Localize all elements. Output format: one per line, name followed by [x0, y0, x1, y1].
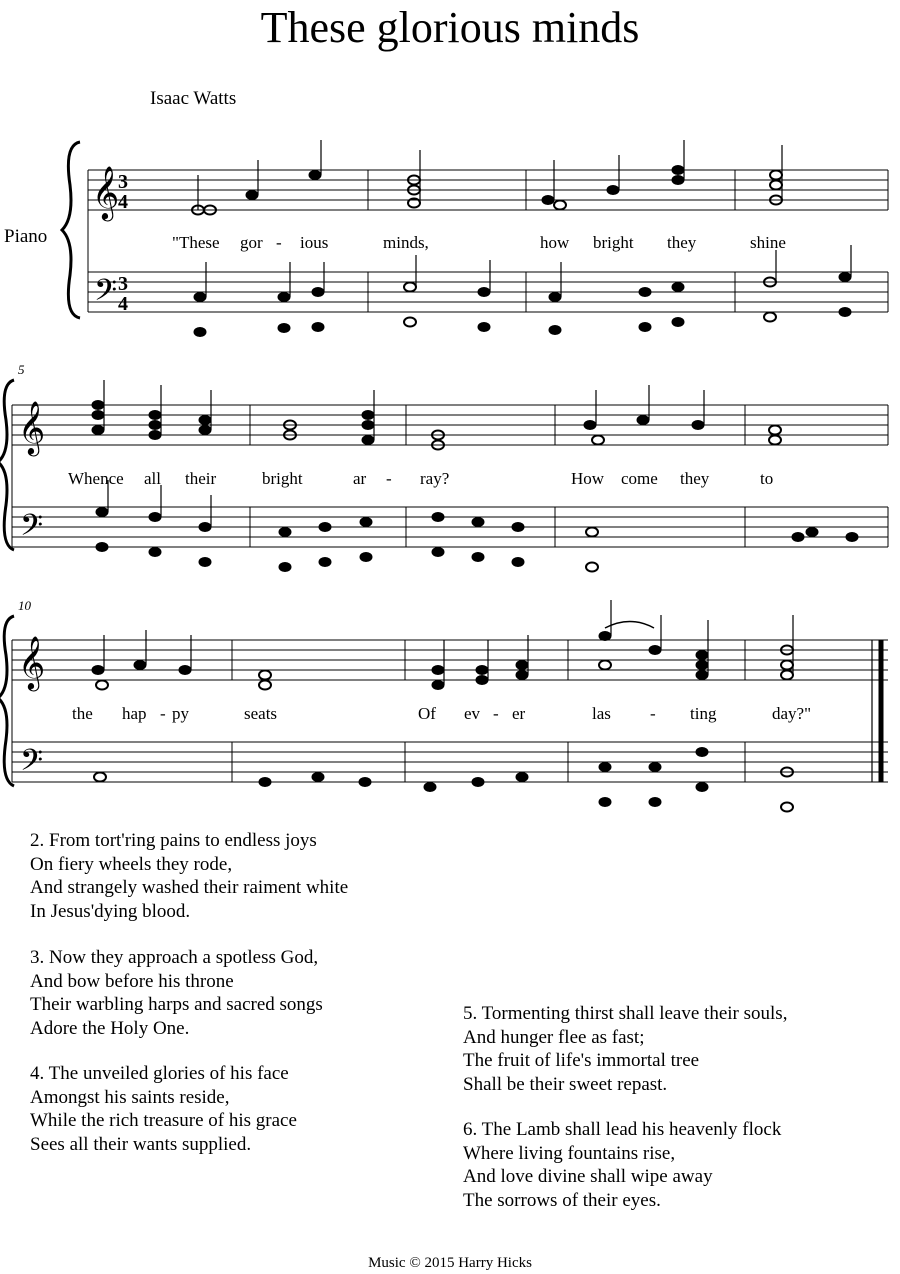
verse-2: [30, 829, 348, 923]
time-sig-top-bass: 3: [118, 273, 128, 295]
verse-line: 4. The unveiled glories of his face: [30, 1063, 289, 1084]
verse-4: [30, 1062, 297, 1156]
lyric-syllable: ting: [690, 704, 717, 723]
lyric-syllable: -: [160, 704, 166, 723]
lyric-syllable: -: [386, 469, 392, 488]
lyric-syllable: bright: [262, 469, 303, 488]
copyright-footer: Music © 2015 Harry Hicks: [368, 1255, 532, 1271]
verse-line: 3. Now they approach a spotless God,: [30, 947, 319, 968]
verse-line: While the rich treasure of his grace: [30, 1110, 297, 1131]
page-title: These glorious minds: [260, 3, 640, 52]
lyric-syllable: ious: [300, 233, 329, 252]
notes-system-3: [92, 600, 793, 812]
time-sig-top: 3: [118, 171, 128, 193]
verse-line: And bow before his throne: [30, 970, 234, 992]
lyric-syllable: come: [621, 469, 658, 488]
lyric-syllable: they: [680, 469, 710, 488]
lyric-syllable: seats: [244, 704, 278, 723]
verse-line: Adore the Holy One.: [30, 1017, 190, 1039]
verse-5: [463, 1002, 787, 1096]
verse-line: Their warbling harps and sacred songs: [30, 994, 323, 1015]
verse-line: Sees all their wants supplied.: [30, 1133, 252, 1155]
time-sig-bottom-bass: 4: [118, 293, 128, 315]
lyric-syllable: day?": [772, 704, 812, 723]
verse-3: [30, 946, 323, 1040]
lyric-syllable: ar: [353, 469, 367, 488]
lyric-syllable: ev: [464, 704, 481, 723]
verse-line: And strangely washed their raiment white: [30, 877, 349, 898]
lyric-syllable: how: [540, 233, 570, 252]
treble-clef-icon: 𝄞: [18, 402, 46, 453]
lyric-syllable: shine: [750, 233, 786, 252]
bass-clef-icon: 𝄢: [20, 509, 44, 549]
lyric-syllable: ray?: [420, 469, 450, 488]
lyric-syllable: er: [512, 704, 526, 723]
treble-clef-icon: 𝄞: [18, 637, 46, 688]
lyric-syllable: all: [144, 469, 161, 488]
verse-line: 2. From tort'ring pains to endless joys: [30, 830, 317, 851]
verse-line: Where living fountains rise,: [463, 1142, 676, 1164]
verse-line: On fiery wheels they rode,: [30, 853, 233, 875]
verse-line: 5. Tormenting thirst shall leave their souls,: [463, 1003, 788, 1024]
lyric-syllable: to: [760, 469, 774, 488]
author-credit: Isaac Watts: [150, 88, 237, 109]
verse-line: And love divine shall wipe away: [463, 1166, 713, 1187]
verse-line: In Jesus'dying blood.: [30, 900, 191, 922]
verse-line: Shall be their sweet repast.: [463, 1073, 668, 1095]
verse-line: And hunger flee as fast;: [463, 1026, 645, 1048]
verse-6: [463, 1118, 781, 1212]
verse-line: 6. The Lamb shall lead his heavenly flock: [463, 1119, 782, 1140]
lyric-syllable: -: [650, 704, 656, 723]
lyric-syllable: las: [592, 704, 611, 723]
lyric-syllable: How: [571, 469, 605, 488]
lyric-syllable: Of: [418, 704, 436, 723]
time-sig-bottom: 4: [118, 191, 128, 213]
lyric-syllable: Whence: [68, 469, 124, 488]
lyric-syllable: they: [667, 233, 697, 252]
verse-line: The sorrows of their eyes.: [463, 1189, 661, 1211]
brace: [62, 142, 80, 318]
lyric-syllable: hap: [122, 704, 147, 723]
measure-number-5: 5: [18, 362, 25, 377]
instrument-label: Piano: [4, 226, 48, 247]
lyric-syllable: py: [172, 704, 189, 723]
bass-clef-icon: 𝄢: [20, 744, 44, 784]
treble-clef-icon: 𝄞: [92, 167, 120, 218]
lyric-syllable: -: [493, 704, 499, 723]
lyric-syllable: "These: [172, 233, 220, 252]
lyric-syllable: minds,: [383, 233, 429, 252]
lyric-syllable: gor: [240, 233, 263, 252]
verse-line: The fruit of life's immortal tree: [463, 1050, 700, 1071]
lyric-syllable: -: [276, 233, 282, 252]
verse-line: Amongst his saints reside,: [30, 1086, 230, 1108]
measure-number-10: 10: [18, 598, 31, 613]
lyric-syllable: their: [185, 469, 217, 488]
lyric-syllable: bright: [593, 233, 634, 252]
lyric-syllable: the: [72, 704, 93, 723]
bass-clef-icon: 𝄢: [94, 274, 118, 314]
